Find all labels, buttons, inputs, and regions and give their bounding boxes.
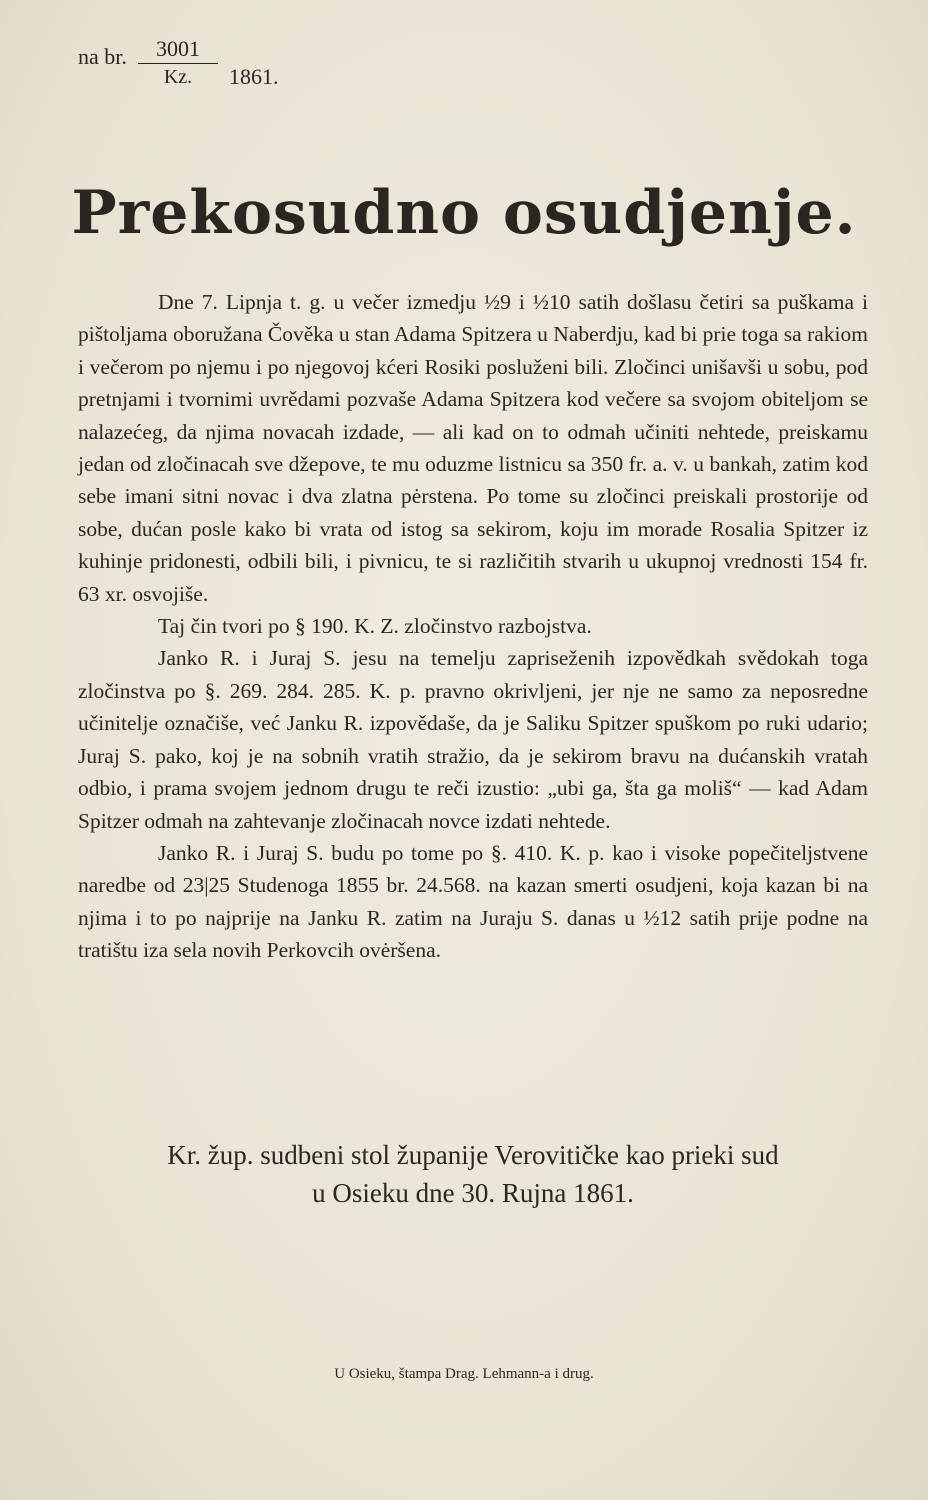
document-body xyxy=(78,286,868,967)
paragraph-accusation: Janko R. i Juraj S. jesu na temelju zapriseženih izpovědkah svědokah toga zločinstva po §. 269. 284. 285. K. p. pravno okrivljeni, jer nje ne samo za neposredne učinitelje označiše, već Janku R. izpovědaše, da je Saliku Spitzer spuškom po ruki udario; Juraj S. pako, koj je na sobnih vratih stražio, da je sekirom bravu na dućanskih vratah odbio, i prama svojem jednom drugu te reči izustio: „ubi ga, šta ga moliš“ — kad Adam Spitzer odmah na zahtevanje zločinacah novce izdati nehtede. xyxy=(78,646,868,833)
reference-abbrev: Kz. xyxy=(163,66,193,88)
court-signature xyxy=(78,1136,868,1212)
paragraph-facts: Dne 7. Lipnja t. g. u večer izmedju ½9 i ½10 satih došlasu četiri sa puškama i pištoljama oboružana Čověka u stan Adama Spitzera u Naberdju, kad bi prie toga sa rakiom i večerom po njemu i po njegovoj kćeri Rosiki posluženi bili. Zločinci unišavši u sobu, pod pretnjami i tvornimi uvrědami pozvaše Adama Spitzera kod večere sa svojom obiteljom se nalazećeg, da njima novacah izdade, — ali kad on to odmah učiniti nehtede, preiskamu jedan od zločinacah sve džepove, te mu oduzme listnicu sa 350 fr. a. v. u bankah, zatim kod sebe imani sitni novac i dva zlatna pėrstena. Po tome su zločinci preiskali prostorije od sobe, dućan posle kako bi vrata od istog sa sekirom, koju im morade Rosalia Spitzer iz kuhinje pridonesti, odbili bili, i pivnicu, te si različitih stvarih u ukupnoj vrednosti 154 fr. 63 xr. osvojiše. xyxy=(78,290,868,606)
reference-number-value: 3001 xyxy=(138,38,218,64)
paragraph-sentence: Janko R. i Juraj S. budu po tome po §. 410. K. p. kao i visoke popečiteljstvene naredbe od 23|25 Studenoga 1855 br. 24.568. na kazan smerti osudjeni, koja kazan bi na njima i to po najprije na Janku R. zatim na Juraju S. danas u ½12 satih prije podne na tratištu iza sela novih Perkovcih ovėršena. xyxy=(78,840,868,963)
reference-prefix: na br. xyxy=(78,44,127,69)
printer-imprint: U Osieku, štampa Drag. Lehmann-a i drug. xyxy=(334,1366,594,1382)
reference-year: 1861. xyxy=(229,64,279,89)
court-line-2: u Osieku dne 30. Rujna 1861. xyxy=(312,1178,634,1208)
court-line-1: Kr. žup. sudbeni stol županije Verovitičke kao prieki sud xyxy=(167,1140,779,1170)
reference-fraction xyxy=(138,38,218,87)
paragraph-crime: Taj čin tvori po § 190. K. Z. zločinstvo razbojstva. xyxy=(158,614,592,639)
document-title: Prekosudno osudjenje. xyxy=(71,178,857,248)
